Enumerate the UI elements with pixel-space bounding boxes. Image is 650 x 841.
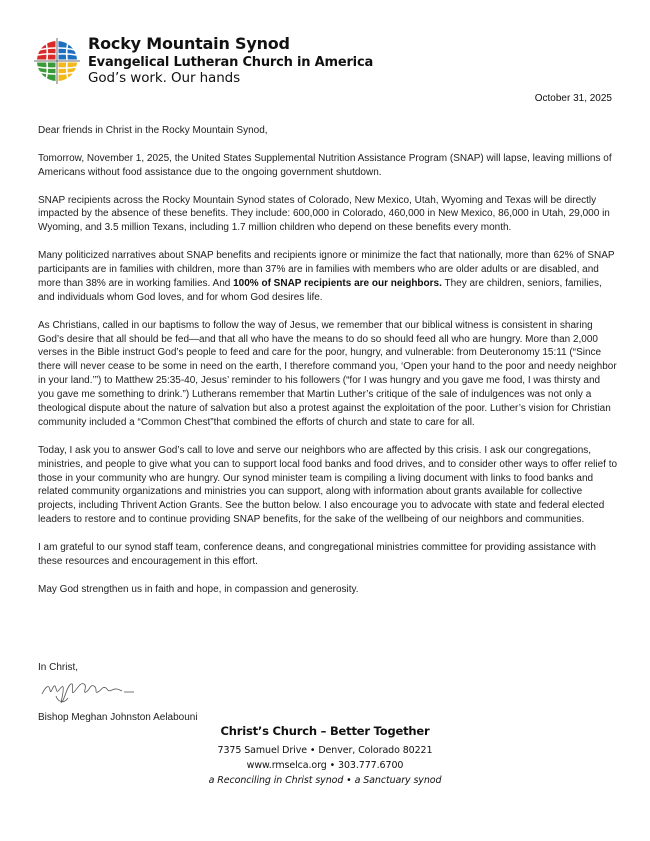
letter-date: October 31, 2025 bbox=[534, 93, 612, 104]
footer bbox=[175, 724, 475, 788]
org-subtitle: Evangelical Lutheran Church in America bbox=[88, 55, 374, 70]
org-tagline: God’s work. Our hands bbox=[88, 70, 241, 86]
footer-address: 7375 Samuel Drive • Denver, Colorado 80221 bbox=[217, 745, 433, 756]
footer-title: Christ’s Church – Better Together bbox=[220, 724, 430, 738]
closing: In Christ, bbox=[38, 662, 79, 673]
elca-cross-globe-icon bbox=[34, 38, 80, 84]
letter-body bbox=[38, 124, 618, 611]
paragraph-gratitude: I am grateful to our synod staff team, conference deans, and congregational ministries committee for providing assistance with these resources and encouragement in this effort. bbox=[38, 542, 596, 567]
paragraph-biblical-witness: As Christians, called in our baptisms to follow the way of Jesus, we remember that our biblical witness is consistent in sharing God’s desire that all should be fed—and that all who have the means to do so should feed all who are hungry. More than 2,000 verses in the Bible instruct God’s people to feed and care for the poor, hungry, and vulnerable: from Deuteronomy 15:11 (“Since there will never cease to be some in need on the earth, I therefore command you, ‘Open your hand to the poor and needy neighbor in your land.’”) to Matthew 25:35-40, Jesus’ reminder to his followers (“for I was hungry and you gave me food, I was thirsty and you gave me something to drink.”) Lutherans remember that Martin Luther’s critique of the sale of indulgences was not only a theological dispute about the nature of salvation but also a protest against the exploitation of the poor. Luther’s vision for Christian community included a “Common Chest”that combined the efforts of church and state to care for all. bbox=[38, 319, 617, 428]
salutation: Dear friends in Christ in the Rocky Mountain Synod, bbox=[38, 125, 268, 136]
signer-name: Bishop Meghan Johnston Aelabouni bbox=[38, 712, 198, 723]
handwritten-signature-icon bbox=[40, 676, 135, 706]
letterhead bbox=[34, 36, 373, 86]
paragraph-narratives-start: Many politicized narratives about SNAP benefits and recipients ignore or minimize the fact that nationally, more than 62% of SNAP participants are in families with children, more than 37% are in families with members who are older adults or are disabled, and more than 38% are in working families. And bbox=[38, 250, 615, 289]
org-name: Rocky Mountain Synod bbox=[88, 34, 290, 53]
paragraph-call-to-action: Today, I ask you to answer God’s call to love and serve our neighbors who are affected by this crisis. I ask our congregations, ministries, and people to give what you can to support local food banks and food drives, and to consider other ways to offer relief to those in your community who are hungry. Our synod minister team is compiling a living document with links to food banks and related community organizations and ministries you can support, along with information about grants available for collective projects, including Thrivent Action Grants. See the button below. I also encourage you to advocate with state and federal elected leaders to restore and to continue providing SNAP benefits, for the sake of the wellbeing of our neighbors and communities. bbox=[38, 444, 618, 526]
paragraph-narratives-emphasis: 100% of SNAP recipients are our neighbors. bbox=[233, 277, 442, 289]
footer-contact: www.rmselca.org • 303.777.6700 bbox=[246, 760, 404, 771]
paragraph-snap-lapse: Tomorrow, November 1, 2025, the United States Supplemental Nutrition Assistance Program (SNAP) will lapse, leaving millions of Americans without food assistance due to the ongoing government shutdown. bbox=[38, 152, 612, 178]
paragraph-narratives bbox=[38, 249, 618, 305]
paragraph-narratives-end: They are children, seniors, families, and individuals whom God loves, and for whom God desires life. bbox=[38, 277, 602, 303]
paragraph-state-impact: SNAP recipients across the Rocky Mountain Synod states of Colorado, New Mexico, Utah, Wyoming and Texas will be directly impacted by the absence of these benefits. They include: 600,000 in Colorado, 460,000 in New Mexico, 86,000 in Utah, 29,000 in Wyoming, and 3.5 million Texans, including 1.7 million children who depend on these benefits every month. bbox=[38, 194, 610, 234]
footer-identity: a Reconciling in Christ synod • a Sanctuary synod bbox=[208, 775, 442, 786]
paragraph-blessing: May God strengthen us in faith and hope, in compassion and generosity. bbox=[38, 583, 359, 595]
